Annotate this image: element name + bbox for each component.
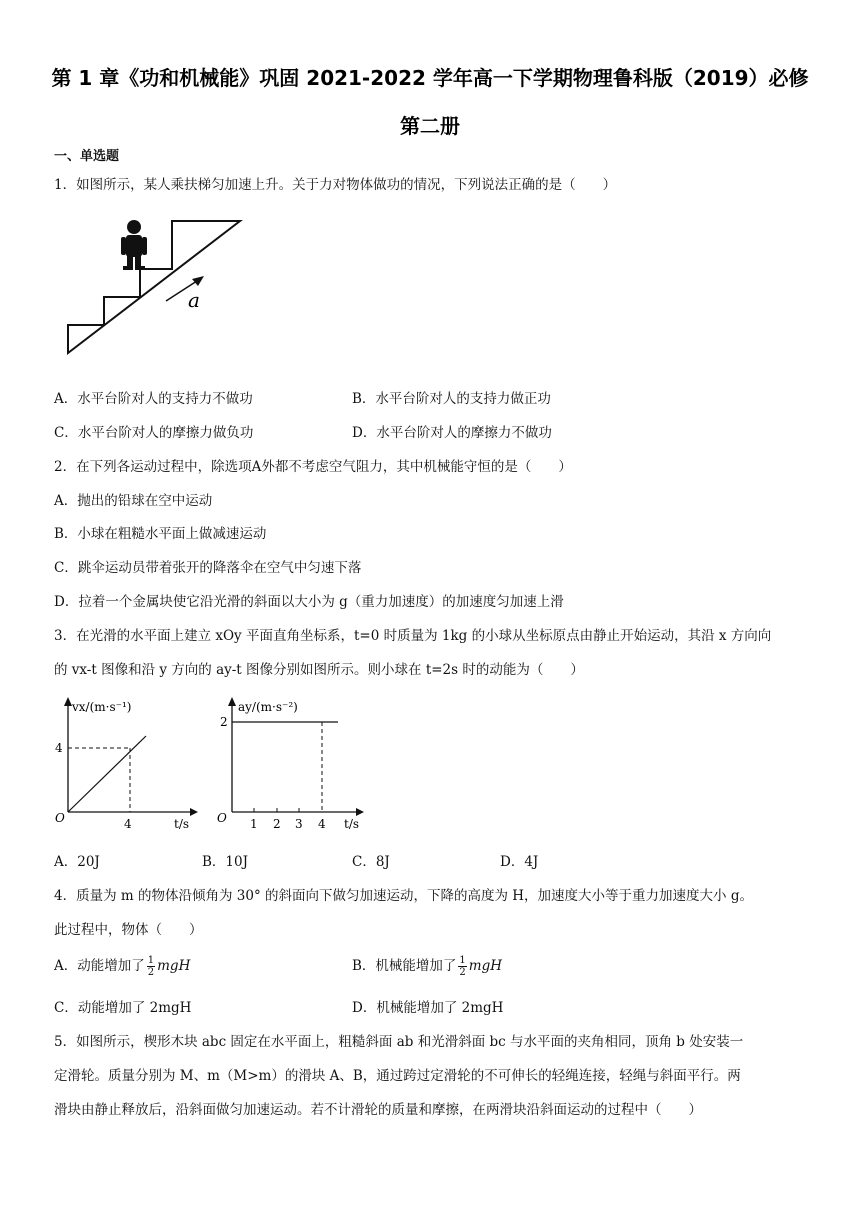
q4-option-a-text: A．动能增加了: [54, 958, 145, 974]
q1-option-c: C．水平台阶对人的摩擦力做负功: [54, 425, 254, 441]
q1-option-b: B．水平台阶对人的支持力做正功: [352, 391, 551, 407]
q2-option-b: B．小球在粗糙水平面上做减速运动: [54, 526, 267, 542]
page-title-continued: 第二册: [400, 114, 460, 138]
q1-option-d: D．水平台阶对人的摩擦力不做功: [352, 425, 552, 441]
question-5-line-2: 定滑轮。质量分别为 M、m（M>m）的滑块 A、B，通过跨过定滑轮的不可伸长的轻绳连接，轻绳与斜面平行。两: [54, 1068, 741, 1084]
ay-tick-2: 2: [220, 715, 228, 729]
fraction-one-half: $\frac{1}{2}$: [147, 955, 155, 978]
question-1-stem: 1．如图所示，某人乘扶梯匀加速上升。关于力对物体做功的情况，下列说法正确的是（ ）: [54, 177, 617, 193]
q2-option-a: A．抛出的铅球在空中运动: [54, 493, 213, 509]
question-5-line-3: 滑块由静止释放后，沿斜面做匀加速运动。若不计滑轮的质量和摩擦，在两滑块沿斜面运动的过程中（ ）: [54, 1102, 702, 1118]
ay-t-graph: [214, 694, 374, 834]
t-tick-4: 4: [318, 817, 326, 831]
t-tick-1: 1: [250, 817, 258, 831]
question-3-stem-1: 3．在光滑的水平面上建立 xOy 平面直角坐标系，t=0 时质量为 1kg 的小球从坐标原点由静止开始运动，其沿 x 方向向: [54, 628, 772, 644]
question-5-line-1: 5．如图所示，楔形木块 abc 固定在水平面上，粗糙斜面 ab 和光滑斜面 bc 与水平面的夹角相同，顶角 b 处安装一: [54, 1034, 744, 1050]
page-title: 第 1 章《功和机械能》巩固 2021-2022 学年高一下学期物理鲁科版（2019）必修: [51, 66, 809, 90]
q4-option-d: D．机械能增加了 2mgH: [352, 1000, 504, 1016]
t-tick-2: 2: [273, 817, 281, 831]
t-axis-label: t/s: [344, 817, 360, 831]
question-4-stem-2: 此过程中，物体（ ）: [54, 922, 203, 938]
mgh-term: mgH: [157, 958, 191, 974]
q2-option-d: D．拉着一个金属块使它沿光滑的斜面以大小为 g（重力加速度）的加速度匀加速上滑: [54, 594, 564, 610]
question-3-stem-2: 的 vx-t 图像和沿 y 方向的 ay-t 图像分别如图所示。则小球在 t=2s 时的动能为（ ）: [54, 662, 584, 678]
vx-tick-4: 4: [55, 741, 63, 755]
escalator-figure: [64, 215, 244, 357]
q4-option-b: [352, 954, 502, 978]
vx-t-graph: [52, 694, 202, 834]
q3-option-c: C．8J: [352, 854, 390, 870]
t-tick-4: 4: [124, 817, 132, 831]
origin-label: O: [217, 811, 227, 825]
acceleration-label: a: [188, 288, 200, 312]
q2-option-c: C．跳伞运动员带着张开的降落伞在空气中匀速下落: [54, 560, 362, 576]
question-2-stem: 2．在下列各运动过程中，除选项A外都不考虑空气阻力，其中机械能守恒的是（ ）: [54, 459, 572, 475]
q1-option-a: A．水平台阶对人的支持力不做功: [54, 391, 253, 407]
mgh-term: mgH: [468, 958, 503, 974]
q3-option-b: B．10J: [202, 854, 249, 870]
q3-option-d: D．4J: [500, 854, 539, 870]
vx-axis-label: vx/(m·s⁻¹): [72, 700, 132, 714]
t-tick-3: 3: [295, 817, 303, 831]
q3-option-a: A．20J: [54, 854, 100, 870]
question-4-stem-1: 4．质量为 m 的物体沿倾角为 30° 的斜面向下做匀加速运动，下降的高度为 H，加速度大小等于重力加速度大小 g。: [54, 888, 753, 904]
q4-option-c: C．动能增加了 2mgH: [54, 1000, 192, 1016]
person-icon: [121, 220, 147, 270]
section-heading: 一、单选题: [54, 149, 120, 164]
origin-label: O: [55, 811, 65, 825]
t-axis-label: t/s: [174, 817, 190, 831]
q4-option-b-text: B．机械能增加了: [352, 958, 457, 974]
ay-axis-label: ay/(m·s⁻²): [238, 700, 298, 714]
q4-option-a: [54, 954, 190, 978]
fraction-one-half: $\frac{1}{2}$: [459, 955, 466, 978]
